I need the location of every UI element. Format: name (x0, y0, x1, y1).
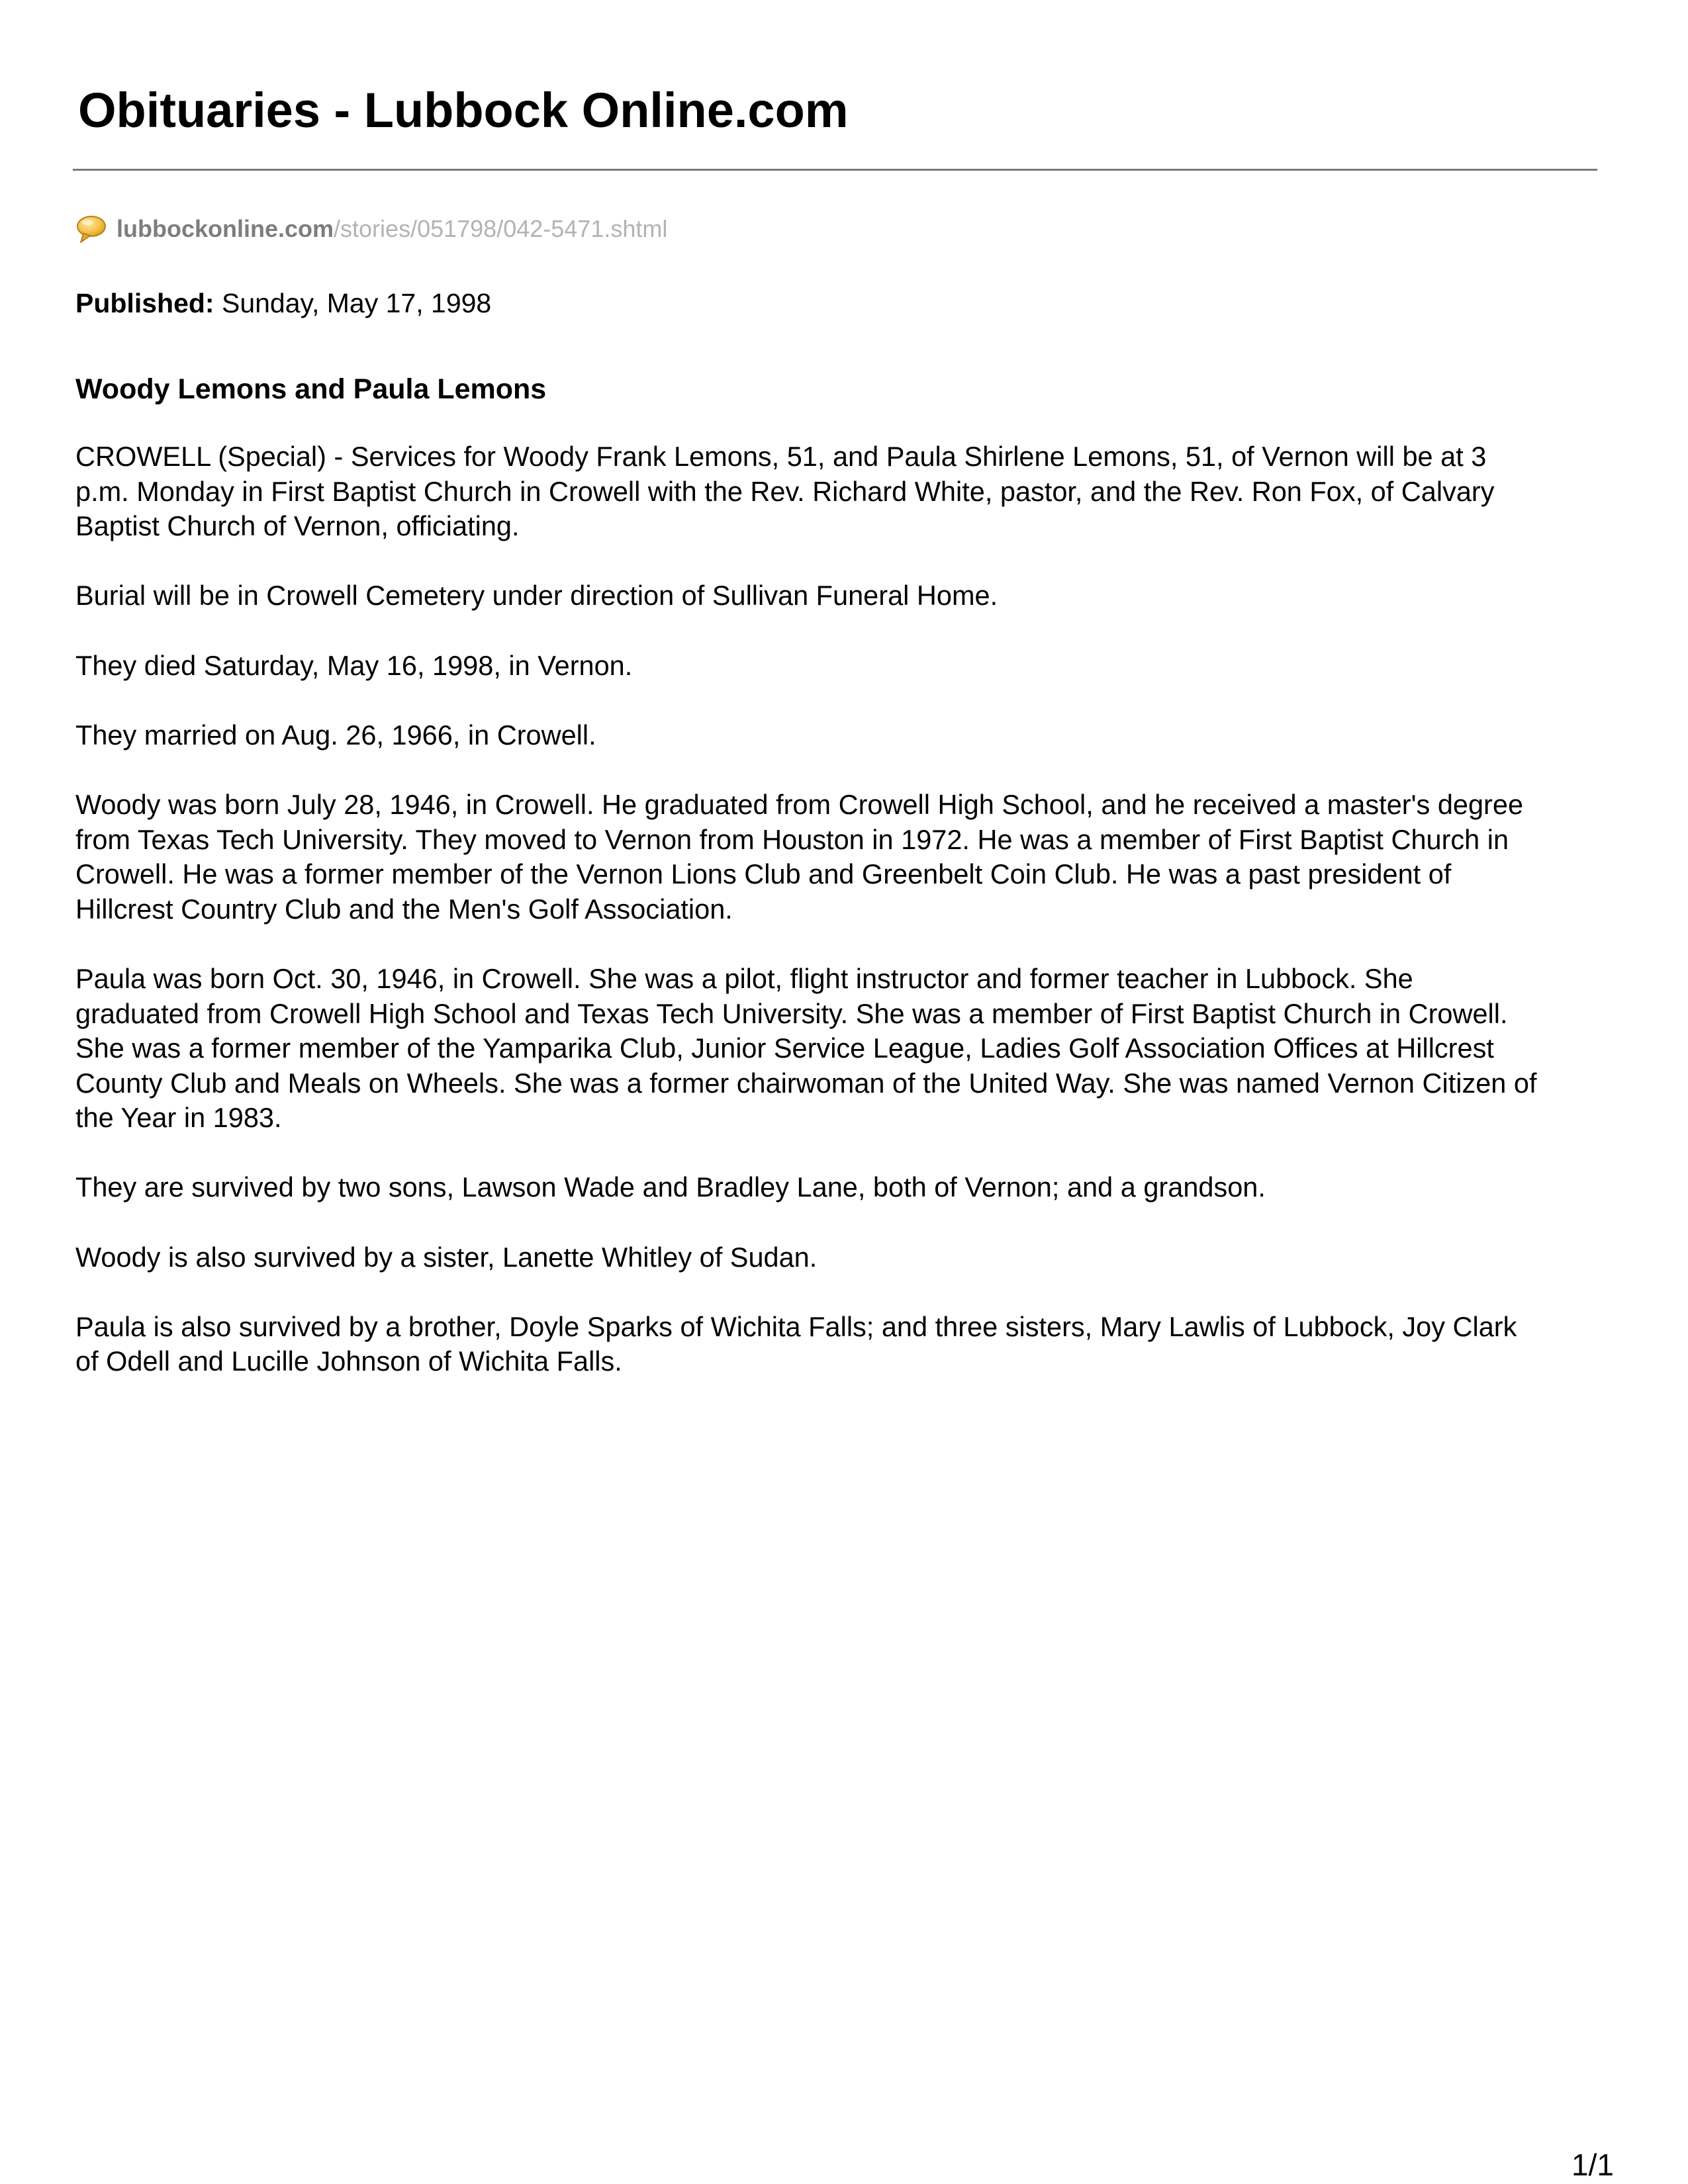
article-body (75, 439, 1538, 1414)
source-link[interactable] (75, 210, 667, 248)
paragraph-burial: Burial will be in Crowell Cemetery under direction of Sullivan Funeral Home. (75, 580, 998, 612)
paragraph-paula-survivors: Paula is also survived by a brother, Doyle Sparks of Wichita Falls; and three sisters, Mary Lawlis of Lubbock, Joy Clark of Odell and Lucille Johnson of Wichita Falls. (75, 1310, 1517, 1377)
published-label: Published: (75, 288, 214, 318)
paragraph-paula-bio: Paula was born Oct. 30, 1946, in Crowell. She was a pilot, flight instructor and former teacher in Lubbock. She graduated from Crowell High School and Texas Tech University. She was a member of First Baptist Church in Crowell. She was a former member of the Yamparika Club, Junior Service League, Ladies Golf Association Offices at Hillcrest County Club and Meals on Wheels. She was a former chairwoman of the United Way. She was named Vernon Citizen of the Year in 1983. (75, 962, 1537, 1134)
header-divider (73, 169, 1597, 171)
paragraph-death: They died Saturday, May 16, 1998, in Vernon. (75, 649, 633, 681)
published-line (75, 285, 491, 322)
page-title: Obituaries - Lubbock Online.com (78, 83, 849, 138)
source-path[interactable]: /stories/051798/042-5471.shtml (334, 215, 668, 242)
published-date: Sunday, May 17, 1998 (221, 288, 492, 318)
speech-bubble-icon (75, 213, 107, 245)
paragraph-services: CROWELL (Special) - Services for Woody Frank Lemons, 51, and Paula Shirlene Lemons, 51, of Vernon will be at 3 p.m. Monday in First Baptist Church in Crowell with the Rev. Richard White, pastor, and the Rev. Ron Fox, of Calvary Baptist Church of Vernon, officiating. (75, 441, 1495, 542)
paragraph-marriage: They married on Aug. 26, 1966, in Crowell. (75, 719, 596, 751)
paragraph-woody-bio: Woody was born July 28, 1946, in Crowell. He graduated from Crowell High School, and he received a master's degree from Texas Tech University. They moved to Vernon from Houston in 1972. He was a member of First Baptist Church in Crowell. He was a former member of the Vernon Lions Club and Greenbelt Coin Club. He was a past president of Hillcrest Country Club and the Men's Golf Association. (75, 788, 1524, 925)
article-title: Woody Lemons and Paula Lemons (75, 373, 547, 405)
paragraph-survivors: They are survived by two sons, Lawson Wade and Bradley Lane, both of Vernon; and a grandson. (75, 1171, 1266, 1203)
paragraph-woody-survivors: Woody is also survived by a sister, Lanette Whitley of Sudan. (75, 1241, 818, 1273)
page-number: 1/1 (1571, 2148, 1614, 2182)
source-domain[interactable]: lubbockonline.com (117, 215, 334, 242)
